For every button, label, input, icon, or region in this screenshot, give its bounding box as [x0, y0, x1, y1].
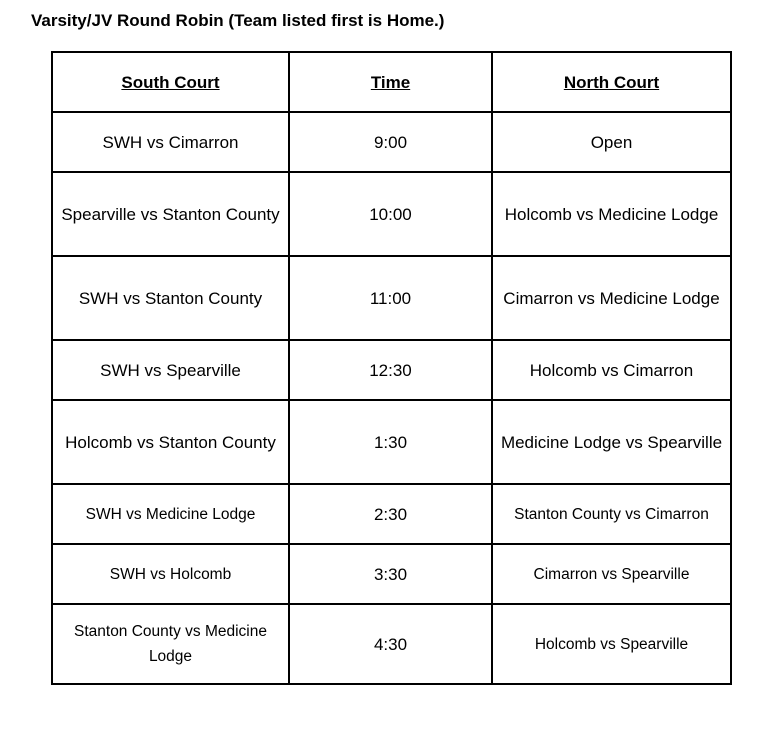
time-cell: 11:00: [289, 256, 492, 340]
table-row: [52, 544, 731, 604]
time-cell: 2:30: [289, 484, 492, 544]
south-court-cell: SWH vs Holcomb: [52, 544, 289, 604]
page-title: Varsity/JV Round Robin (Team listed first is Home.): [31, 11, 445, 30]
header-south-court: South Court: [52, 52, 289, 112]
north-court-cell: Holcomb vs Cimarron: [492, 340, 731, 400]
north-court-cell: Cimarron vs Spearville: [492, 544, 731, 604]
table-row: [52, 484, 731, 544]
header-north-court: North Court: [492, 52, 731, 112]
south-court-cell: SWH vs Spearville: [52, 340, 289, 400]
table-row: [52, 112, 731, 172]
schedule-table: [51, 51, 732, 685]
time-cell: 4:30: [289, 604, 492, 684]
table-row: [52, 604, 731, 684]
north-court-cell: Holcomb vs Medicine Lodge: [492, 172, 731, 256]
time-cell: 9:00: [289, 112, 492, 172]
time-cell: 1:30: [289, 400, 492, 484]
north-court-cell: Holcomb vs Spearville: [492, 604, 731, 684]
table-row: [52, 256, 731, 340]
time-cell: 10:00: [289, 172, 492, 256]
header-time: Time: [289, 52, 492, 112]
table-row: [52, 400, 731, 484]
south-court-cell: Holcomb vs Stanton County: [52, 400, 289, 484]
table-row: [52, 172, 731, 256]
north-court-cell: Open: [492, 112, 731, 172]
north-court-cell: Medicine Lodge vs Spearville: [492, 400, 731, 484]
north-court-cell: Cimarron vs Medicine Lodge: [492, 256, 731, 340]
south-court-cell: SWH vs Stanton County: [52, 256, 289, 340]
time-cell: 12:30: [289, 340, 492, 400]
header-row: [52, 52, 731, 112]
south-court-cell: Stanton County vs Medicine Lodge: [52, 604, 289, 684]
time-cell: 3:30: [289, 544, 492, 604]
south-court-cell: SWH vs Cimarron: [52, 112, 289, 172]
north-court-cell: Stanton County vs Cimarron: [492, 484, 731, 544]
south-court-cell: SWH vs Medicine Lodge: [52, 484, 289, 544]
table-row: [52, 340, 731, 400]
south-court-cell: Spearville vs Stanton County: [52, 172, 289, 256]
